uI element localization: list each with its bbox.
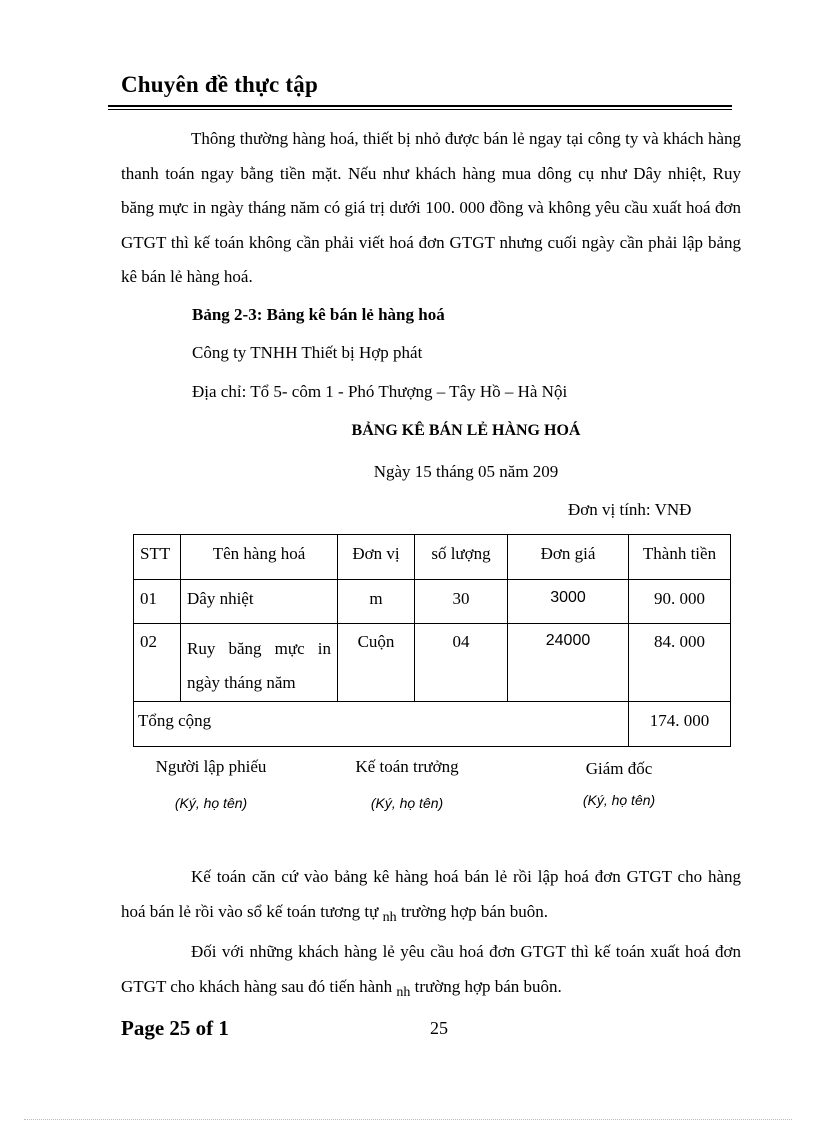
table-caption: Bảng 2-3: Bảng kê bán lẻ hàng hoá [192, 305, 445, 324]
signature-title-accountant: Kế toán trưởng [355, 757, 459, 776]
footer-page-label: Page 25 of 1 [121, 1016, 229, 1040]
currency-unit: Đơn vị tính: VNĐ [568, 500, 692, 519]
header-cell-amount: Thành tiền [629, 535, 731, 580]
cell-quantity: 30 [415, 580, 508, 624]
header-rule-thin [108, 109, 732, 110]
header-cell-price: Đơn giá [508, 535, 629, 580]
header-rule-thick [108, 105, 732, 107]
paragraph-accounting-text: Kế toán căn cứ vào bảng kê hàng hoá bán lẻ rồi lập hoá đơn GTGT cho hàng hoá bán lẻ rồi vào sổ kế toán tương tự [121, 867, 741, 921]
paragraph-accounting [121, 860, 741, 931]
cell-name: Ruy băng mực in ngày tháng năm [181, 624, 338, 702]
paragraph-accounting-end: trường hợp bán buôn. [400, 901, 548, 921]
header-cell-name: Tên hàng hoá [181, 535, 338, 580]
sales-table [133, 534, 731, 747]
total-value: 174. 000 [629, 702, 731, 747]
table-total-row [134, 702, 731, 747]
cell-stt: 01 [134, 580, 181, 624]
closing-paragraphs [121, 860, 741, 1006]
paragraph-retail-customers [121, 935, 741, 1006]
cell-unit: Cuộn [338, 624, 415, 702]
cell-unit: m [338, 580, 415, 624]
cell-name: Dây nhiệt [181, 580, 338, 624]
signature-note-accountant: (Ký, họ tên) [370, 795, 444, 811]
cell-stt: 02 [134, 624, 181, 702]
table-header-row [134, 535, 731, 580]
intro-paragraph-block [121, 122, 741, 295]
company-address: Địa chỉ: Tổ 5- côm 1 - Phó Thượng – Tây Hồ – Hà Nội [192, 382, 568, 401]
header-cell-quantity: số lượng [415, 535, 508, 580]
signature-title-director: Giám đốc [585, 759, 653, 778]
cell-quantity: 04 [415, 624, 508, 702]
document-title: BẢNG KÊ BÁN LẺ HÀNG HOÁ [351, 422, 581, 439]
paragraph-retail-small: nh [396, 984, 411, 1000]
paragraph-retail-text: Đối với những khách hàng lẻ yêu cầu hoá đơn GTGT thì kế toán xuất hoá đơn GTGT cho khách hàng sau đó tiến hành [121, 942, 741, 996]
header-title: Chuyên đề thực tập [121, 72, 318, 97]
header-cell-unit: Đơn vị [338, 535, 415, 580]
table-row [134, 580, 731, 624]
paragraph-retail-end: trường hợp bán buôn. [414, 976, 562, 996]
signature-note-preparer: (Ký, họ tên) [174, 795, 248, 811]
signature-note-director: (Ký, họ tên) [582, 792, 656, 808]
footer-page-number: 25 [430, 1018, 448, 1038]
table-row [134, 624, 731, 702]
cell-price: 24000 [508, 624, 629, 702]
paragraph-accounting-small: nh [382, 909, 397, 925]
cell-amount: 84. 000 [629, 624, 731, 702]
cell-price: 3000 [508, 580, 629, 624]
page-bottom-divider [24, 1119, 792, 1120]
total-label: Tổng cộng [134, 702, 629, 747]
intro-paragraph: Thông thường hàng hoá, thiết bị nhỏ được bán lẻ ngay tại công ty và khách hàng thanh toán ngay bằng tiền mặt. Nếu như khách hàng mua dông cụ như Dây nhiệt, Ruy băng mực in ngày tháng năm có giá trị dưới 100. 000 đồng và không yêu cầu xuất hoá đơn GTGT thì kế toán không cần phải viết hoá đơn GTGT nhưng cuối ngày cần phải lập bảng kê bán lẻ hàng hoá. [121, 129, 741, 286]
document-date: Ngày 15 tháng 05 năm 209 [373, 462, 559, 481]
company-name: Công ty TNHH Thiết bị Hợp phát [192, 343, 423, 362]
signature-title-preparer: Người lập phiếu [155, 757, 267, 776]
header-cell-stt: STT [134, 535, 181, 580]
cell-amount: 90. 000 [629, 580, 731, 624]
